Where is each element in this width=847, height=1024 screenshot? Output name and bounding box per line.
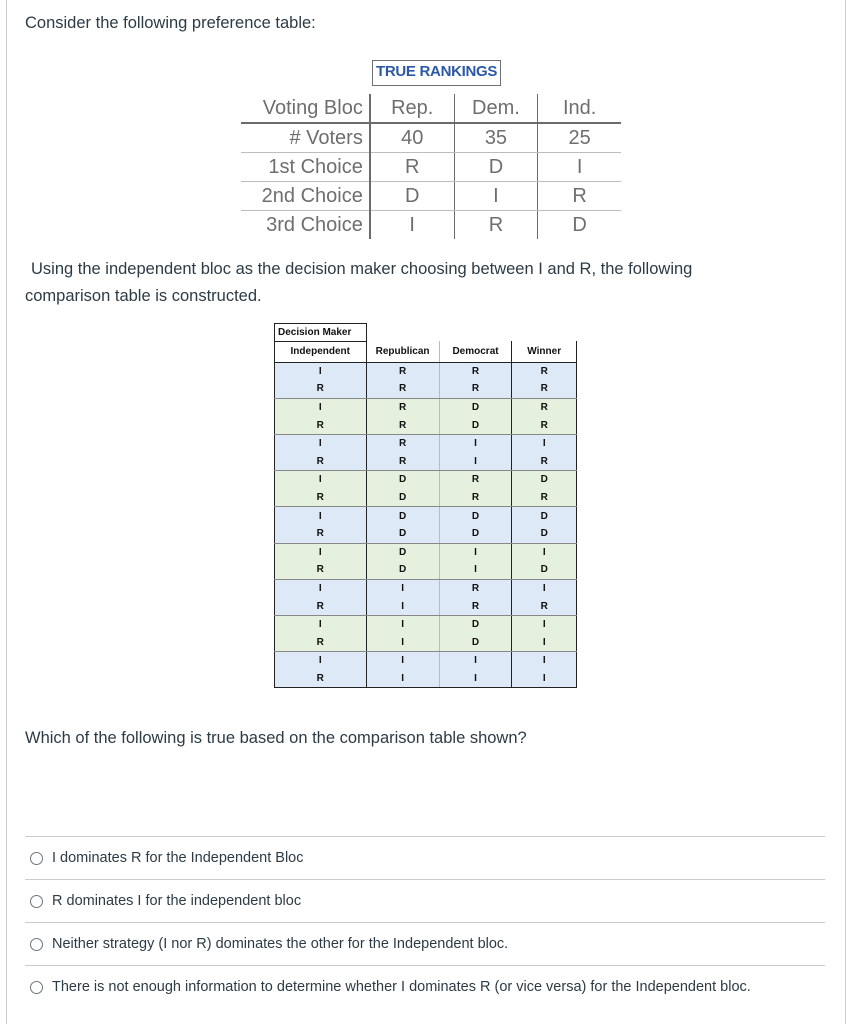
answer-option-1[interactable] (25, 836, 825, 879)
cell: I (538, 153, 621, 182)
table-row (241, 123, 621, 153)
instruction-paragraph (25, 256, 815, 310)
header-winner: Winner (512, 341, 577, 362)
table-row (275, 525, 577, 543)
answer-option-4[interactable] (25, 965, 825, 1008)
democrat-cell: R (439, 579, 512, 597)
radio-button[interactable] (30, 981, 43, 994)
table-row (275, 471, 577, 489)
comparison-table-figure (274, 323, 577, 688)
winner-cell: I (512, 615, 577, 633)
republican-cell: D (366, 489, 439, 507)
republican-cell: R (366, 434, 439, 452)
winner-cell: I (512, 634, 577, 652)
democrat-cell: I (439, 434, 512, 452)
democrat-cell: I (439, 543, 512, 561)
cell: R (454, 211, 538, 240)
answer-label: I dominates R for the Independent Bloc (52, 850, 304, 866)
paragraph-line-2: comparison table is constructed. (25, 287, 262, 305)
header-republican: Republican (366, 341, 439, 362)
independent-cell: I (275, 434, 367, 452)
independent-cell: R (275, 416, 367, 434)
independent-cell: R (275, 453, 367, 471)
independent-cell: I (275, 362, 367, 380)
independent-cell: R (275, 597, 367, 615)
table-row (275, 453, 577, 471)
radio-button[interactable] (30, 852, 43, 865)
table-row (275, 579, 577, 597)
paragraph-line-1: Using the independent bloc as the decision maker choosing between I and R, the following (31, 260, 693, 278)
answer-label: There is not enough information to determine whether I dominates R (or vice versa) for the Independent bloc. (52, 979, 751, 995)
cell: 25 (538, 123, 621, 153)
republican-cell: D (366, 507, 439, 525)
democrat-cell: D (439, 634, 512, 652)
independent-cell: R (275, 380, 367, 398)
democrat-cell: D (439, 416, 512, 434)
independent-cell: I (275, 652, 367, 670)
republican-cell: I (366, 579, 439, 597)
row-label: 2nd Choice (241, 182, 370, 211)
democrat-cell: D (439, 398, 512, 416)
table-row (275, 416, 577, 434)
winner-cell: D (512, 471, 577, 489)
table-row (275, 507, 577, 525)
republican-cell: D (366, 471, 439, 489)
decision-maker-label: Decision Maker (275, 324, 367, 342)
cell: 35 (454, 123, 538, 153)
democrat-cell: R (439, 471, 512, 489)
header-democrat: Democrat (439, 341, 512, 362)
democrat-cell: R (439, 362, 512, 380)
row-label: 1st Choice (241, 153, 370, 182)
table-row (241, 211, 621, 240)
winner-cell: R (512, 489, 577, 507)
header-voting-bloc: Voting Bloc (241, 94, 370, 123)
republican-cell: R (366, 416, 439, 434)
cell: I (370, 211, 454, 240)
independent-cell: R (275, 670, 367, 688)
question-text: Which of the following is true based on the comparison table shown? (25, 729, 527, 747)
header-dem: Dem. (454, 94, 538, 123)
republican-cell: I (366, 670, 439, 688)
cell: D (538, 211, 621, 240)
answer-option-3[interactable] (25, 922, 825, 965)
table-row (275, 489, 577, 507)
democrat-cell: I (439, 652, 512, 670)
true-rankings-banner: TRUE RANKINGS (372, 60, 501, 86)
cell: R (538, 182, 621, 211)
winner-cell: R (512, 453, 577, 471)
table-row (275, 362, 577, 380)
cell: R (370, 153, 454, 182)
row-label: # Voters (241, 123, 370, 153)
winner-cell: I (512, 579, 577, 597)
democrat-cell: D (439, 615, 512, 633)
table-row (275, 652, 577, 670)
democrat-cell: D (439, 525, 512, 543)
winner-cell: R (512, 362, 577, 380)
cell: I (454, 182, 538, 211)
winner-cell: R (512, 416, 577, 434)
independent-cell: R (275, 634, 367, 652)
independent-cell: I (275, 398, 367, 416)
row-label: 3rd Choice (266, 213, 363, 236)
republican-cell: I (366, 597, 439, 615)
answer-label: Neither strategy (I nor R) dominates the other for the Independent bloc. (52, 936, 509, 952)
table-row (241, 182, 621, 211)
winner-cell: D (512, 507, 577, 525)
cell: D (454, 153, 538, 182)
republican-cell: I (366, 634, 439, 652)
republican-cell: R (366, 398, 439, 416)
independent-cell: I (275, 579, 367, 597)
answer-list (25, 836, 825, 1008)
answer-label: R dominates I for the independent bloc (52, 893, 302, 909)
democrat-cell: I (439, 670, 512, 688)
header-ind: Ind. (538, 94, 621, 123)
democrat-cell: R (439, 489, 512, 507)
table-row (275, 670, 577, 688)
cell: 40 (370, 123, 454, 153)
independent-cell: R (275, 525, 367, 543)
independent-cell: R (275, 489, 367, 507)
radio-button[interactable] (30, 938, 43, 951)
winner-cell: D (512, 561, 577, 579)
republican-cell: R (366, 380, 439, 398)
table-row (275, 380, 577, 398)
table-row (275, 634, 577, 652)
winner-cell: I (512, 652, 577, 670)
cell: D (370, 182, 454, 211)
winner-cell: I (512, 543, 577, 561)
table-row (275, 398, 577, 416)
democrat-cell: I (439, 561, 512, 579)
preference-table (241, 94, 621, 239)
republican-cell: R (366, 362, 439, 380)
prompt-text: Consider the following preference table: (25, 14, 316, 32)
table-row (275, 597, 577, 615)
winner-cell: I (512, 434, 577, 452)
independent-cell: I (275, 615, 367, 633)
winner-cell: D (512, 525, 577, 543)
democrat-cell: I (439, 453, 512, 471)
comparison-table (274, 323, 577, 688)
republican-cell: R (366, 453, 439, 471)
republican-cell: D (366, 543, 439, 561)
winner-cell: R (512, 597, 577, 615)
independent-cell: I (275, 507, 367, 525)
table-row (275, 543, 577, 561)
header-rep: Rep. (370, 94, 454, 123)
answer-option-2[interactable] (25, 879, 825, 922)
table-row (241, 153, 621, 182)
table-row (275, 561, 577, 579)
winner-cell: I (512, 670, 577, 688)
democrat-cell: R (439, 597, 512, 615)
republican-cell: D (366, 525, 439, 543)
independent-cell: I (275, 543, 367, 561)
winner-cell: R (512, 380, 577, 398)
independent-cell: R (275, 561, 367, 579)
header-independent: Independent (275, 341, 367, 362)
table-row (275, 434, 577, 452)
republican-cell: D (366, 561, 439, 579)
republican-cell: I (366, 615, 439, 633)
table-row (275, 615, 577, 633)
independent-cell: I (275, 471, 367, 489)
democrat-cell: R (439, 380, 512, 398)
democrat-cell: D (439, 507, 512, 525)
radio-button[interactable] (30, 895, 43, 908)
winner-cell: R (512, 398, 577, 416)
republican-cell: I (366, 652, 439, 670)
